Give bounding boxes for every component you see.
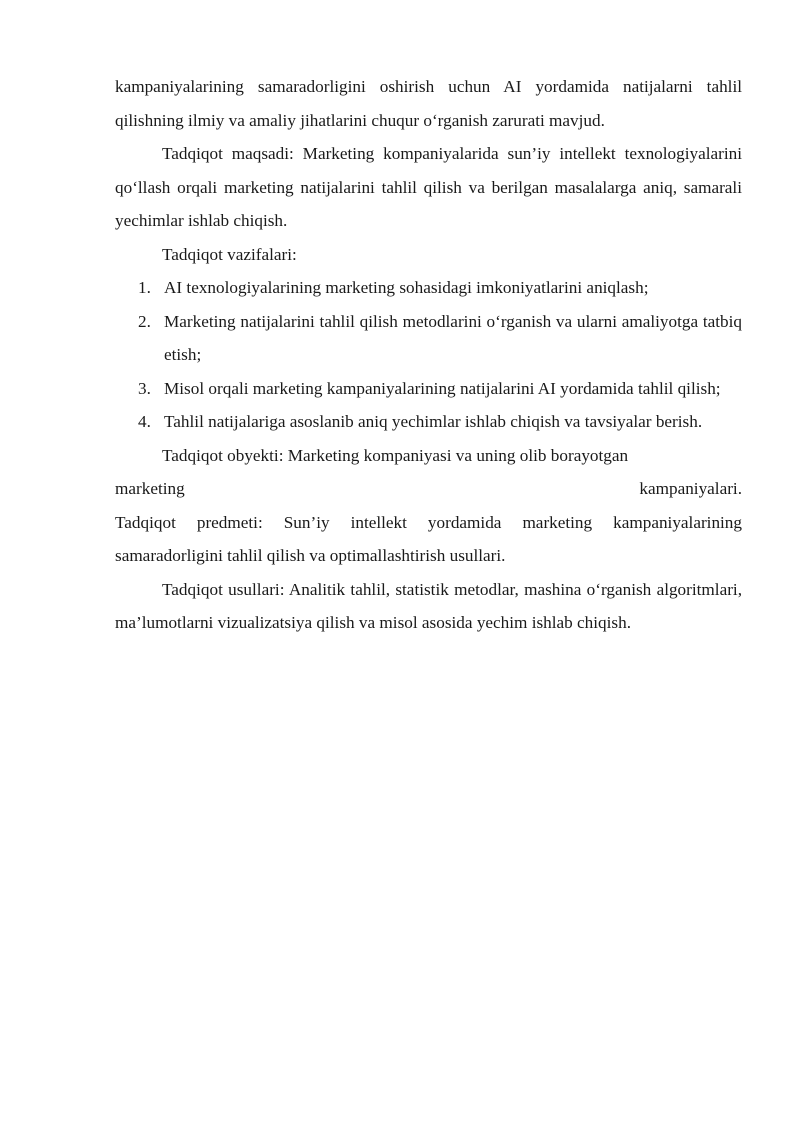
task-item [138, 405, 742, 439]
paragraph-purpose: Tadqiqot maqsadi: Marketing kompaniyalarida sun’iy intellekt texnologiyalarini qo‘llash orqali marketing natijalarini tahlil qilish va berilgan masalalarga aniq, samarali yechimlar ishlab chiqish. [115, 144, 742, 230]
object-word-right: kampaniyalari. [639, 479, 742, 498]
task-text: Tahlil natijalariga asoslanib aniq yechimlar ishlab chiqish va tavsiyalar berish. [164, 412, 703, 431]
paragraph-relevance: kampaniyalarining samaradorligini oshirish uchun AI yordamida natijalarni tahlil qilishning ilmiy va amaliy jihatlarini chuqur o‘rganish zarurati mavjud. [115, 77, 742, 130]
task-item [138, 372, 742, 406]
paragraph-subject: Tadqiqot predmeti: Sun’iy intellekt yordamida marketing kampaniyalarining samaradorligini tahlil qilish va optimallashtirish usullari. [115, 512, 742, 565]
task-number: 2. [138, 311, 151, 331]
task-text: Misol orqali marketing kampaniyalarining natijalarini AI yordamida tahlil qilish; [164, 378, 721, 398]
paragraph-object-continued [115, 472, 742, 506]
tasks-list [115, 271, 742, 439]
task-number: 4. [138, 412, 151, 431]
paragraph-object: Tadqiqot obyekti: Marketing kompaniyasi va uning olib borayotgan [162, 445, 629, 465]
object-word-left: marketing [115, 479, 185, 498]
document-page [115, 70, 742, 640]
task-number: 1. [138, 278, 151, 297]
paragraph-tasks-heading: Tadqiqot vazifalari: [162, 244, 297, 264]
task-text: AI texnologiyalarining marketing sohasidagi imkoniyatlarini aniqlash; [164, 278, 649, 297]
task-text: Marketing natijalarini tahlil qilish metodlarini o‘rganish va ularni amaliyotga tatbiq etish; [164, 311, 742, 364]
paragraph-methods: Tadqiqot usullari: Analitik tahlil, statistik metodlar, mashina o‘rganish algoritmlari, ma’lumotlarni vizualizatsiya qilish va misol asosida yechim ishlab chiqish. [115, 579, 742, 632]
task-item [138, 305, 742, 372]
task-number: 3. [138, 378, 151, 398]
task-item [138, 271, 742, 305]
